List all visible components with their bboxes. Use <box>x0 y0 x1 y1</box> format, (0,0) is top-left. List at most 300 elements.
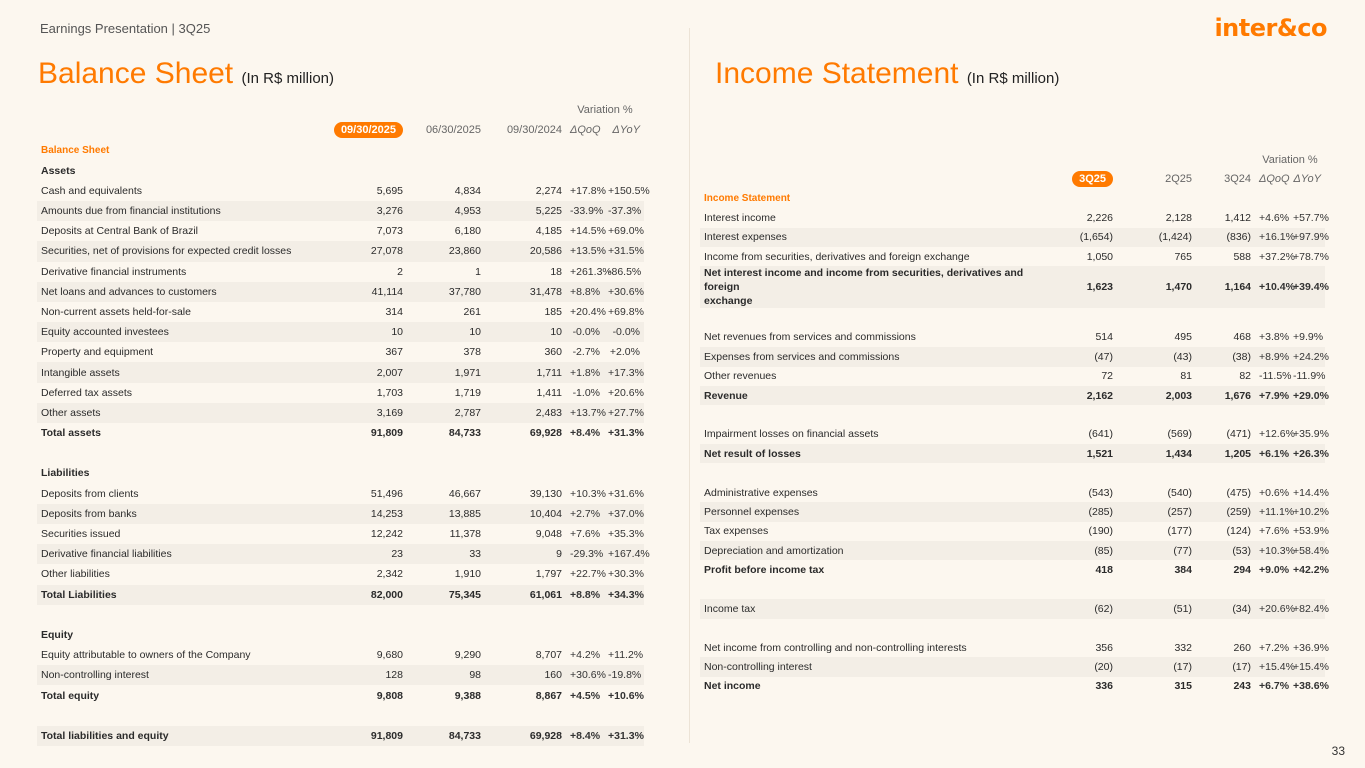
value-cell: 1,164 <box>1196 266 1255 308</box>
row-label: Deposits from clients <box>41 487 139 500</box>
row-label: Impairment losses on financial assets <box>704 428 879 441</box>
table-row <box>700 328 1325 347</box>
table-row <box>37 685 644 705</box>
value-cell: 41,114 <box>327 282 407 302</box>
value-cell: 2,342 <box>376 568 403 581</box>
value-cell: 294 <box>1233 564 1251 577</box>
value-cell: (43) <box>1117 347 1196 366</box>
variation-cell: +17.3% <box>604 362 644 382</box>
value-cell: 2,483 <box>485 403 566 423</box>
table-row <box>37 383 644 403</box>
value-cell: 1,623 <box>1030 266 1117 308</box>
value-cell: 91,809 <box>327 726 407 746</box>
variation-cell: +10.3% <box>1255 541 1289 560</box>
spacer-row <box>700 580 1325 599</box>
value-cell: 23,860 <box>407 241 485 261</box>
variation-cell: +8.9% <box>1255 347 1289 366</box>
variation-cell: +8.8% <box>566 585 604 605</box>
table-row <box>700 444 1325 463</box>
value-cell: 18 <box>550 265 562 278</box>
value-cell: 261 <box>463 305 481 318</box>
section-label: Balance Sheet <box>41 144 110 156</box>
value-cell: 75,345 <box>407 585 485 605</box>
value-cell: 82,000 <box>327 585 407 605</box>
variation-cell: +8.4% <box>566 726 604 746</box>
value-cell: 61,061 <box>485 585 566 605</box>
value-cell: 5,695 <box>376 184 403 197</box>
variation-cell: +31.3% <box>604 726 644 746</box>
value-cell: 336 <box>1095 680 1113 693</box>
table-row <box>700 266 1325 308</box>
variation-cell: +167.4% <box>604 544 644 564</box>
variation-cell: +7.9% <box>1255 386 1289 405</box>
value-cell: 1,434 <box>1117 444 1196 463</box>
spacer-cell <box>1030 150 1117 169</box>
value-cell: (1,424) <box>1117 228 1196 247</box>
value-cell: (285) <box>1030 502 1117 521</box>
value-cell: 81 <box>1180 370 1192 383</box>
value-cell: (543) <box>1088 486 1113 499</box>
value-cell: 360 <box>544 346 562 359</box>
value-cell: (34) <box>1196 599 1255 618</box>
value-cell: 10 <box>407 322 485 342</box>
row-label: Depreciation and amortization <box>700 541 1030 560</box>
section-label: Income Statement <box>704 192 791 204</box>
value-cell: 378 <box>463 346 481 359</box>
spacer-row <box>700 405 1325 424</box>
row-label: Equity accounted investees <box>37 322 327 342</box>
balance-title-main: Balance Sheet <box>38 57 234 90</box>
value-cell: 243 <box>1233 680 1251 693</box>
variation-cell: +9.0% <box>1259 564 1290 577</box>
variation-cell: -2.7% <box>572 346 600 359</box>
table-row <box>700 541 1325 560</box>
variation-cell: +9.9% <box>1293 331 1324 344</box>
variation-cell: +30.3% <box>608 568 644 581</box>
table-row <box>37 484 644 504</box>
variation-cell: +13.7% <box>566 403 604 423</box>
value-cell: 1,412 <box>1224 211 1251 224</box>
row-label: Administrative expenses <box>704 486 818 499</box>
value-cell: 72 <box>1101 370 1113 383</box>
value-cell: (257) <box>1117 502 1196 521</box>
spacer-cell <box>700 169 1030 188</box>
row-label-line1: Net interest income and income from securities, derivatives and foreign <box>704 267 1024 294</box>
value-cell: 10,404 <box>485 504 566 524</box>
variation-cell: -11.5% <box>1259 370 1292 383</box>
variation-header-row <box>700 150 1325 169</box>
column-header-row <box>700 169 1325 188</box>
variation-cell: +24.2% <box>1289 347 1325 366</box>
variation-label: Variation % <box>1262 153 1318 166</box>
value-cell: 13,885 <box>407 504 485 524</box>
value-cell: (53) <box>1196 541 1255 560</box>
row-label: Other assets <box>37 403 327 423</box>
table-row <box>37 201 644 221</box>
value-cell: 23 <box>327 544 407 564</box>
income-statement-table <box>700 150 1329 696</box>
value-cell: 1,910 <box>454 568 481 581</box>
spacer-cell <box>1117 150 1196 169</box>
column-header: ΔYoY <box>612 124 640 137</box>
value-cell: (47) <box>1030 347 1117 366</box>
value-cell: 11,378 <box>449 528 481 541</box>
balance-sheet-table <box>37 100 650 746</box>
value-cell: 2,003 <box>1117 386 1196 405</box>
value-cell: 1,703 <box>376 386 403 399</box>
value-cell: 14,253 <box>327 504 407 524</box>
value-cell: (641) <box>1088 428 1113 441</box>
table-row <box>37 282 644 302</box>
variation-cell: +78.7% <box>1293 250 1329 263</box>
variation-cell: +27.7% <box>604 403 644 423</box>
value-cell: 10 <box>327 322 407 342</box>
column-header: 06/30/2025 <box>425 124 481 137</box>
table-row <box>700 560 1325 579</box>
value-cell: 4,185 <box>535 225 562 238</box>
value-cell: 2,162 <box>1030 386 1117 405</box>
value-cell: 51,496 <box>370 487 403 500</box>
row-label: Other liabilities <box>41 568 110 581</box>
variation-cell: +2.0% <box>609 346 640 359</box>
row-label: Net loans and advances to customers <box>37 282 327 302</box>
value-cell: 418 <box>1095 564 1113 577</box>
table-row <box>37 322 644 342</box>
value-cell: 2,787 <box>407 403 485 423</box>
spacer-cell <box>1196 150 1255 169</box>
variation-cell: +6.1% <box>1255 444 1289 463</box>
table-row <box>37 342 644 362</box>
value-cell: 1,470 <box>1117 266 1196 308</box>
table-row <box>37 564 644 584</box>
table-row <box>37 221 644 241</box>
value-cell: 1,711 <box>485 362 566 382</box>
row-label: Revenue <box>700 386 1030 405</box>
spacer-row <box>700 308 1325 327</box>
value-cell: 37,780 <box>407 282 485 302</box>
value-cell: 2,274 <box>535 184 562 197</box>
row-label: Non-current assets held-for-sale <box>41 305 191 318</box>
variation-cell: +11.1% <box>1255 502 1289 521</box>
value-cell: 1,797 <box>535 568 562 581</box>
table-row <box>37 181 644 201</box>
table-row <box>37 423 644 443</box>
value-cell: 128 <box>327 665 407 685</box>
table-row <box>700 522 1325 541</box>
variation-cell: +35.3% <box>608 528 644 541</box>
variation-cell: +30.6% <box>604 282 644 302</box>
variation-cell: +8.4% <box>570 427 601 440</box>
spacer-row <box>37 605 644 625</box>
row-label: Interest income <box>704 211 776 224</box>
value-cell: 39,130 <box>529 487 562 500</box>
value-cell: (51) <box>1117 599 1196 618</box>
value-cell: 3,169 <box>327 403 407 423</box>
value-cell: 91,809 <box>370 427 403 440</box>
value-cell: (540) <box>1167 486 1192 499</box>
variation-cell: +39.4% <box>1289 266 1325 308</box>
variation-cell: -37.3% <box>604 201 644 221</box>
value-cell: 4,953 <box>407 201 485 221</box>
spacer-cell <box>407 100 485 120</box>
table-row <box>37 665 644 685</box>
variation-cell: +2.7% <box>566 504 604 524</box>
column-header: ΔQoQ <box>1259 173 1290 186</box>
variation-cell: +0.6% <box>1259 486 1290 499</box>
row-label: Intangible assets <box>37 362 327 382</box>
balance-title-unit: (In R$ million) <box>241 70 335 87</box>
variation-cell: +69.8% <box>608 305 644 318</box>
value-cell: 160 <box>485 665 566 685</box>
spacer-row <box>700 463 1325 482</box>
table-row <box>700 425 1325 444</box>
value-cell: 9,388 <box>454 689 481 702</box>
group-heading: Assets <box>41 164 76 177</box>
table-row <box>700 247 1325 266</box>
value-cell: 1,676 <box>1196 386 1255 405</box>
row-label: Net income <box>704 680 761 693</box>
value-cell: 332 <box>1174 641 1192 654</box>
variation-cell: +37.2% <box>1259 250 1295 263</box>
group-heading: Liabilities <box>41 467 90 480</box>
value-cell: 8,707 <box>535 649 562 662</box>
variation-cell: -19.8% <box>604 665 644 685</box>
value-cell: (77) <box>1117 541 1196 560</box>
variation-cell: -33.9% <box>566 201 604 221</box>
variation-cell: +69.0% <box>608 225 644 238</box>
variation-cell: +10.6% <box>608 689 644 702</box>
value-cell: (569) <box>1167 428 1192 441</box>
income-statement-title <box>715 57 1059 91</box>
row-label: Other revenues <box>704 370 777 383</box>
variation-cell: +29.0% <box>1289 386 1325 405</box>
value-cell: 6,180 <box>454 225 481 238</box>
value-cell: 1,050 <box>1086 250 1113 263</box>
row-label: Income from securities, derivatives and foreign exchange <box>704 250 970 263</box>
value-cell: 10 <box>485 322 566 342</box>
table-row <box>700 657 1325 676</box>
variation-cell: +4.6% <box>1259 211 1290 224</box>
variation-cell: +57.7% <box>1293 211 1329 224</box>
table-row <box>700 347 1325 366</box>
value-cell: 9 <box>485 544 566 564</box>
spacer-cell <box>700 405 1325 424</box>
table-row <box>37 726 644 746</box>
value-cell: 12,242 <box>370 528 403 541</box>
value-cell: 46,667 <box>448 487 481 500</box>
spacer-row <box>700 619 1325 638</box>
value-cell: 5,225 <box>485 201 566 221</box>
value-cell: 7,073 <box>376 225 403 238</box>
value-cell: 1,205 <box>1196 444 1255 463</box>
spacer-cell <box>485 100 566 120</box>
table-row <box>700 367 1325 386</box>
column-header <box>1030 169 1117 188</box>
row-label: Non-controlling interest <box>700 657 1030 676</box>
variation-cell: +38.6% <box>1293 680 1329 693</box>
variation-cell: +15.4% <box>1289 657 1325 676</box>
spacer-cell <box>327 100 407 120</box>
value-cell: 9,808 <box>376 689 403 702</box>
value-cell: 20,586 <box>485 241 566 261</box>
column-divider <box>689 28 690 743</box>
row-label: Deposits from banks <box>37 504 327 524</box>
column-header: 09/30/2024 <box>506 124 562 137</box>
variation-cell: +35.9% <box>1293 428 1329 441</box>
presentation-subtitle: Earnings Presentation | 3Q25 <box>40 21 211 36</box>
value-cell: (190) <box>1088 525 1113 538</box>
variation-cell: +7.6% <box>570 528 601 541</box>
spacer-cell <box>700 580 1325 599</box>
variation-cell: +8.8% <box>566 282 604 302</box>
value-cell: (471) <box>1226 428 1251 441</box>
row-label: Non-controlling interest <box>37 665 327 685</box>
variation-cell: +1.8% <box>566 362 604 382</box>
value-cell: (177) <box>1167 525 1192 538</box>
spacer-cell <box>700 463 1325 482</box>
variation-cell: +17.8% <box>570 184 606 197</box>
value-cell: (85) <box>1030 541 1117 560</box>
variation-cell: +20.6% <box>1255 599 1289 618</box>
row-label: Income tax <box>700 599 1030 618</box>
variation-cell: +20.6% <box>608 386 644 399</box>
value-cell: 69,928 <box>529 427 562 440</box>
variation-cell: +15.4% <box>1255 657 1289 676</box>
variation-cell: +26.3% <box>1289 444 1325 463</box>
current-period-pill: 3Q25 <box>1072 171 1113 187</box>
table-row <box>37 241 644 261</box>
value-cell: 315 <box>1174 680 1192 693</box>
value-cell: 31,478 <box>485 282 566 302</box>
variation-cell: +53.9% <box>1293 525 1329 538</box>
variation-cell: +82.4% <box>1289 599 1325 618</box>
variation-cell: +31.6% <box>608 487 644 500</box>
variation-header-row <box>37 100 644 120</box>
spacer-cell <box>37 443 644 463</box>
row-label: Property and equipment <box>41 346 154 359</box>
variation-cell: +37.0% <box>604 504 644 524</box>
table-row <box>700 599 1325 618</box>
variation-cell: +30.6% <box>566 665 604 685</box>
row-label: Amounts due from financial institutions <box>37 201 327 221</box>
value-cell: (836) <box>1196 228 1255 247</box>
value-cell: 1,521 <box>1030 444 1117 463</box>
income-title-main: Income Statement <box>715 57 959 90</box>
table-row <box>37 504 644 524</box>
row-label: Net income from controlling and non-controlling interests <box>704 641 967 654</box>
row-label: Cash and equivalents <box>41 184 142 197</box>
value-cell: 495 <box>1174 331 1192 344</box>
value-cell: 468 <box>1233 331 1251 344</box>
value-cell: (475) <box>1226 486 1251 499</box>
value-cell: 9,680 <box>376 649 403 662</box>
row-label: Interest expenses <box>700 228 1030 247</box>
value-cell: (17) <box>1117 657 1196 676</box>
value-cell: 1,719 <box>454 386 481 399</box>
variation-cell: +42.2% <box>1293 564 1329 577</box>
value-cell: (124) <box>1226 525 1251 538</box>
value-cell: 82 <box>1239 370 1251 383</box>
row-label: Total equity <box>41 689 100 702</box>
value-cell: 9,048 <box>535 528 562 541</box>
variation-cell: +58.4% <box>1289 541 1325 560</box>
variation-cell: +97.9% <box>1289 228 1325 247</box>
table-row <box>700 228 1325 247</box>
table-row <box>700 502 1325 521</box>
variation-cell: -29.3% <box>566 544 604 564</box>
variation-cell: -1.0% <box>572 386 600 399</box>
row-label: Total liabilities and equity <box>37 726 327 746</box>
row-label: Expenses from services and commissions <box>700 347 1030 366</box>
row-label: Profit before income tax <box>704 564 825 577</box>
value-cell: (62) <box>1030 599 1117 618</box>
variation-cell: +7.2% <box>1259 641 1290 654</box>
value-cell: 765 <box>1174 250 1192 263</box>
value-cell: 2,007 <box>327 362 407 382</box>
variation-cell: +13.5% <box>566 241 604 261</box>
value-cell: 185 <box>544 305 562 318</box>
group-heading-row <box>37 161 644 181</box>
value-cell: 84,733 <box>448 427 481 440</box>
variation-cell: +10.2% <box>1289 502 1325 521</box>
row-label: Tax expenses <box>704 525 769 538</box>
variation-cell: -11.9% <box>1293 370 1326 383</box>
variation-cell: +4.5% <box>570 689 601 702</box>
column-header: 2Q25 <box>1165 173 1192 186</box>
variation-cell: +7.6% <box>1259 525 1290 538</box>
table-row <box>37 544 644 564</box>
row-label: Net revenues from services and commissions <box>704 331 916 344</box>
value-cell: 588 <box>1233 250 1251 263</box>
page-number: 33 <box>1331 744 1345 758</box>
variation-cell: +14.4% <box>1293 486 1329 499</box>
row-label: Total assets <box>41 427 101 440</box>
row-label: Personnel expenses <box>700 502 1030 521</box>
value-cell: 33 <box>407 544 485 564</box>
table-row <box>37 524 644 544</box>
value-cell: (17) <box>1196 657 1255 676</box>
row-label: Deposits at Central Bank of Brazil <box>41 225 198 238</box>
variation-cell: +14.5% <box>570 225 606 238</box>
table-row <box>37 262 644 282</box>
variation-cell: +36.9% <box>1293 641 1329 654</box>
balance-sheet-title <box>38 57 334 91</box>
variation-cell: -0.0% <box>566 322 604 342</box>
value-cell: 1 <box>475 265 481 278</box>
value-cell: 98 <box>407 665 485 685</box>
value-cell: 514 <box>1095 331 1113 344</box>
variation-cell: +34.3% <box>604 585 644 605</box>
variation-cell: +3.8% <box>1259 331 1290 344</box>
value-cell: 2,128 <box>1165 211 1192 224</box>
row-label <box>700 266 1030 308</box>
group-heading-row <box>37 463 644 483</box>
value-cell: 3,276 <box>327 201 407 221</box>
variation-cell: +12.6% <box>1259 428 1295 441</box>
section-label-row <box>700 189 1325 208</box>
spacer-cell <box>37 706 644 726</box>
spacer-cell <box>700 308 1325 327</box>
table-row <box>37 585 644 605</box>
value-cell: 314 <box>385 305 403 318</box>
variation-cell: -0.0% <box>604 322 644 342</box>
table-row <box>700 386 1325 405</box>
value-cell: 384 <box>1174 564 1192 577</box>
table-row <box>700 208 1325 227</box>
variation-label: Variation % <box>577 104 633 117</box>
table-row <box>700 638 1325 657</box>
table-row <box>37 302 644 322</box>
